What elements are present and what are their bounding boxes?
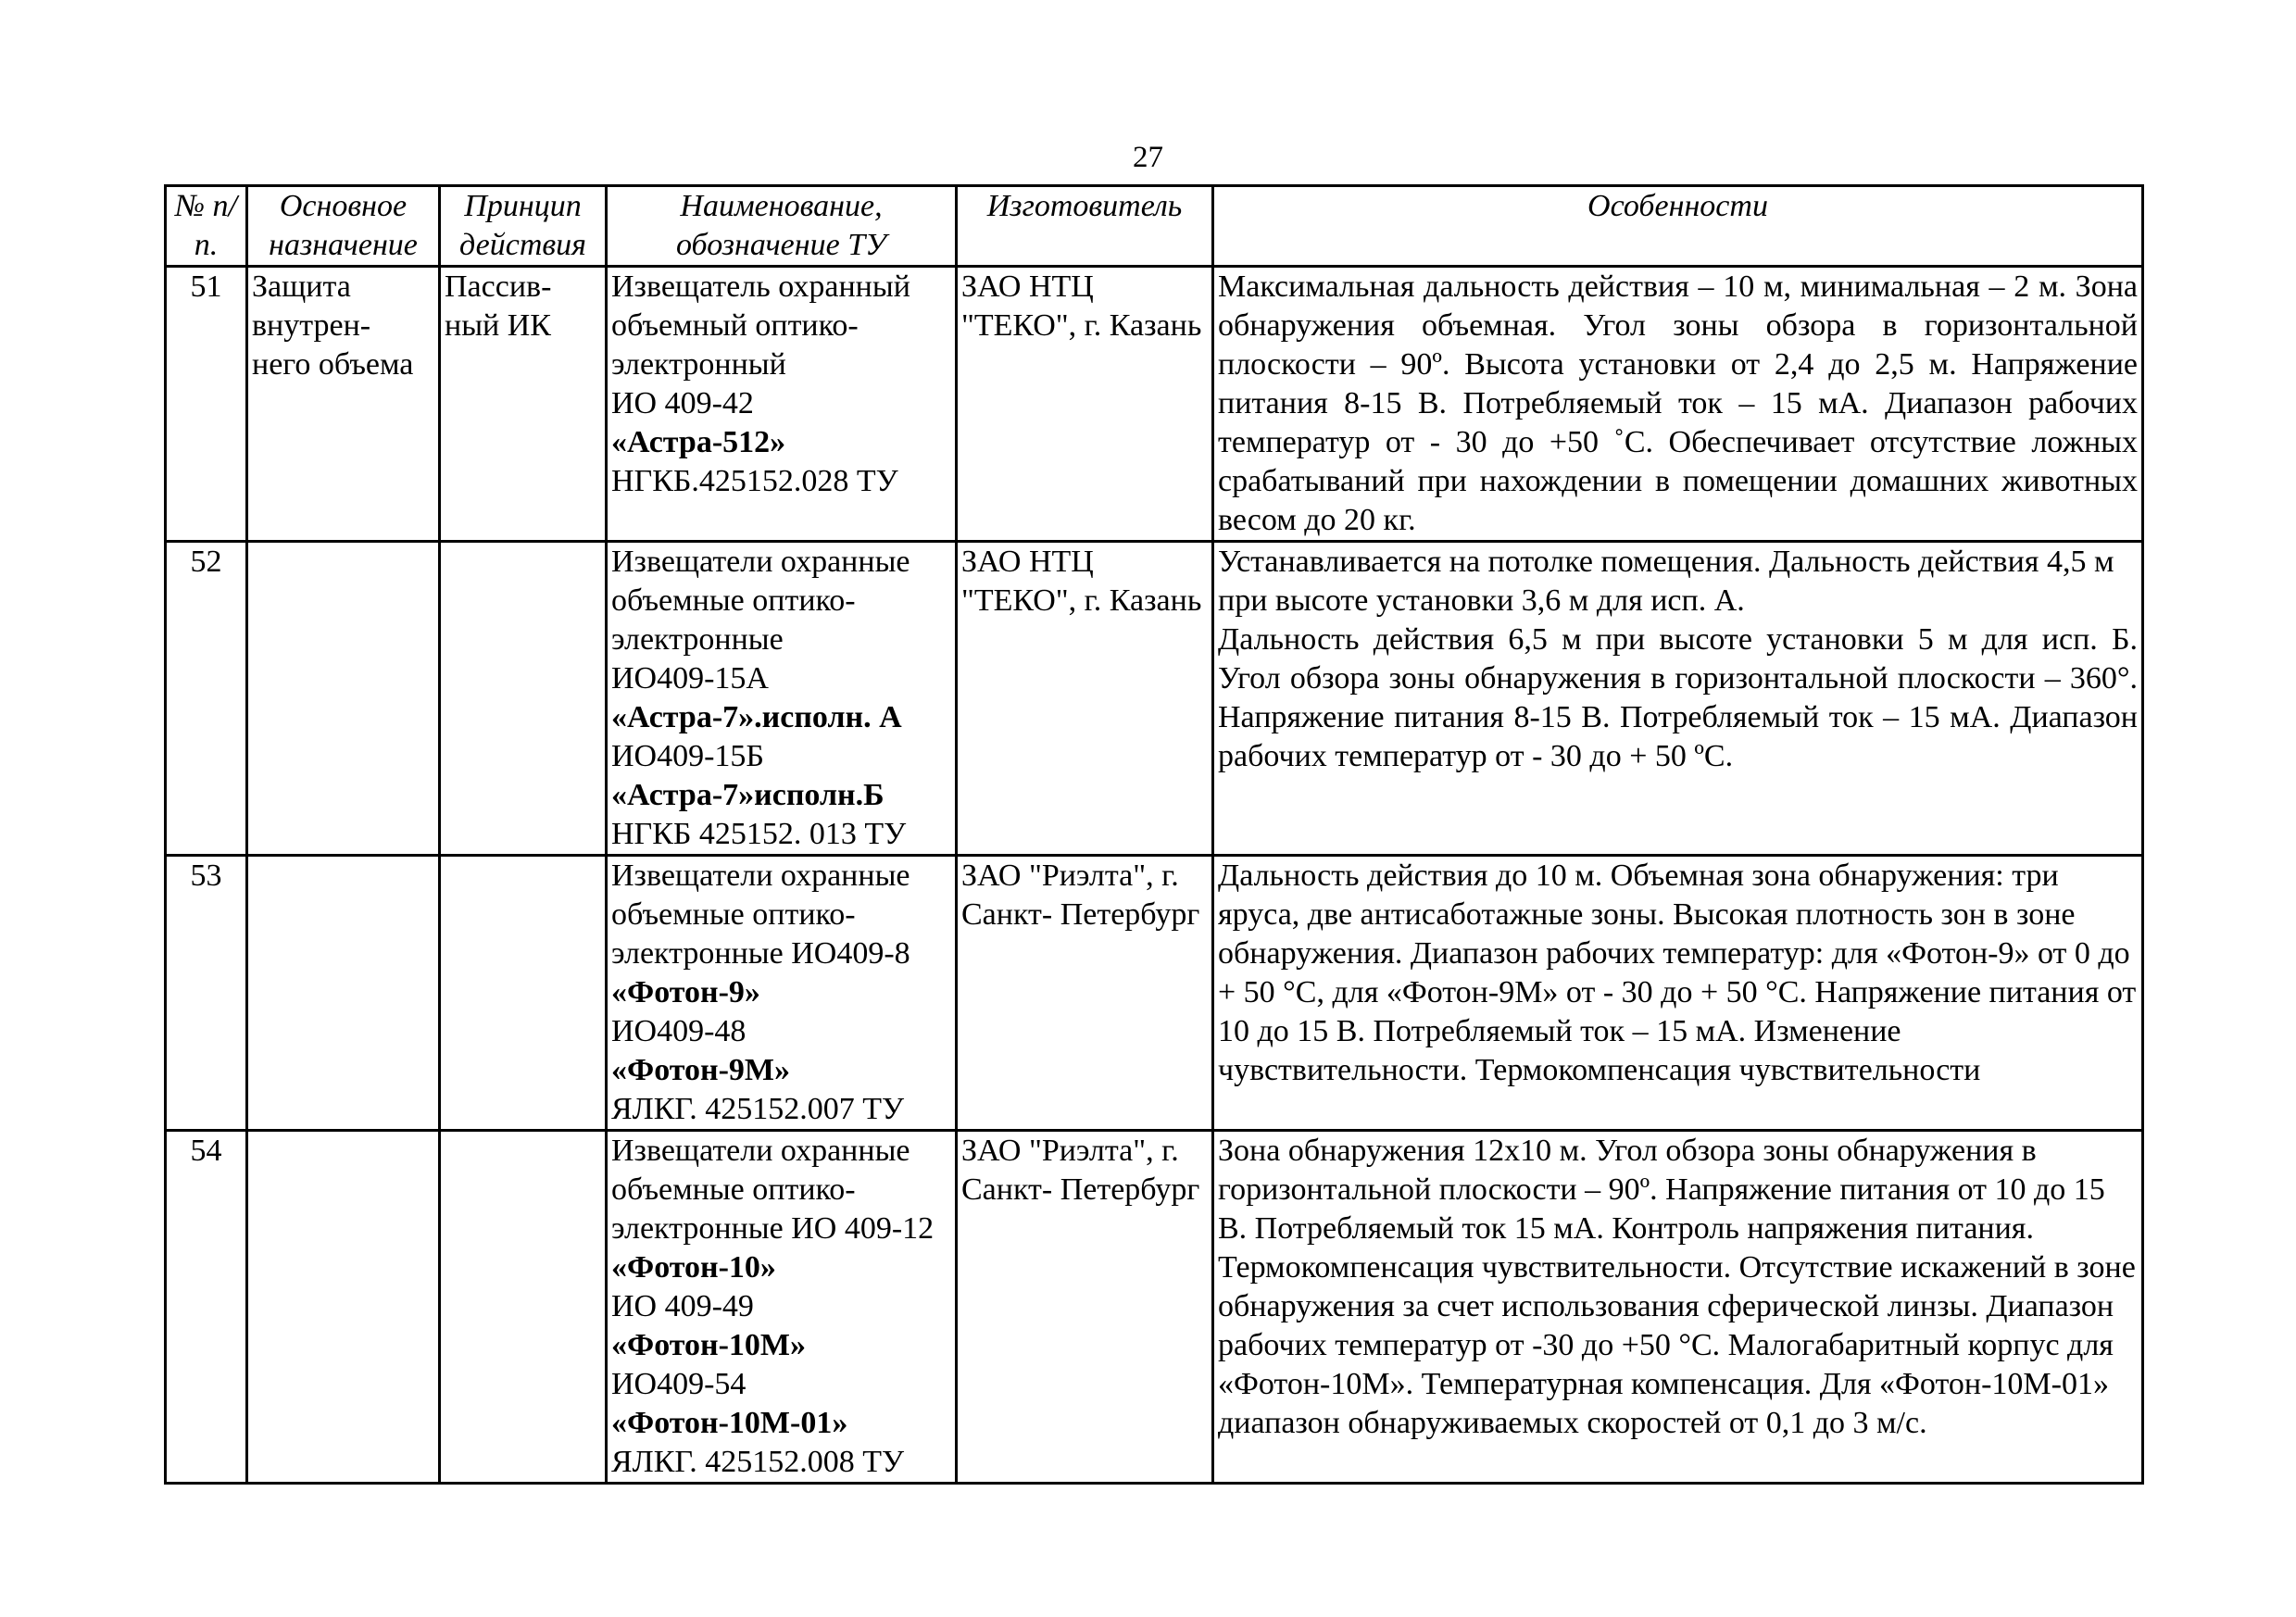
table-row (166, 856, 2143, 1131)
header-purpose: Основное назначение (247, 186, 440, 267)
device-name-cell (607, 267, 957, 542)
spec-code: НГКБ 425152. 013 ТУ (611, 817, 907, 851)
name-line: объемный оптико- (611, 308, 859, 343)
name-line: ИО409-48 (611, 1014, 747, 1048)
header-features: Особенности (1213, 186, 2143, 267)
features-cell: Дальность действия до 10 м. Объемная зона обнаружения: три яруса, две антисаботажные зоны. Высокая плотность зон в зоне обнаружения. Диапазон рабочих температур: для «Фотон-9» от 0 до + 50 °С, для «Фотон-9М» от - 30 до + 50 °С. Напряжение питания от 10 до 15 В. Потребляемый ток – 15 мА. Изменение чувствительности. Термокомпенсация чувствительности (1213, 856, 2143, 1131)
row-number: 52 (166, 542, 247, 856)
table-row (166, 542, 2143, 856)
purpose-cell-continued (247, 542, 440, 856)
principle-cell-continued (440, 1131, 607, 1484)
name-line: Извещатель охранный (611, 270, 910, 304)
name-line: электронные ИО409-8 (611, 936, 910, 971)
purpose-cell: Защита внутрен- него объема (247, 267, 440, 542)
purpose-cell-continued (247, 1131, 440, 1484)
name-line: электронные ИО 409-12 (611, 1211, 935, 1246)
name-line: ИО 409-42 (611, 386, 754, 420)
device-name-cell (607, 856, 957, 1131)
header-manufacturer: Изготовитель (957, 186, 1213, 267)
features-cell (1213, 542, 2143, 856)
model-name: «Астра-512» (611, 425, 786, 459)
name-line: электронный (611, 347, 786, 382)
table-row (166, 267, 2143, 542)
spec-code: НГКБ.425152.028 ТУ (611, 464, 898, 498)
name-line: Извещатели охранные (611, 1134, 910, 1168)
name-line: Извещатели охранные (611, 545, 910, 579)
device-name-cell (607, 542, 957, 856)
spec-code: ЯЛКГ. 425152.008 ТУ (611, 1445, 905, 1479)
name-line: объемные оптико- (611, 583, 856, 618)
features-cell: Зона обнаружения 12х10 м. Угол обзора зоны обнаружения в горизонтальной плоскости – 90º. Напряжение питания от 10 до 15 В. Потребляемый ток 15 мА. Контроль напряжения питания. Термокомпенсация чувствительности. Отсутствие искажений в зоне обнаружения за счет использования сферической линзы. Диапазон рабочих температур от -30 до +50 °С. Малогабаритный корпус для «Фотон-10М». Температурная компенсация. Для «Фотон-10М-01» диапазон обнаруживаемых скоростей от 0,1 до 3 м/с. (1213, 1131, 2143, 1484)
row-number: 53 (166, 856, 247, 1131)
principle-cell-continued (440, 856, 607, 1131)
purpose-cell-continued (247, 856, 440, 1131)
header-name: Наименование, обозначение ТУ (607, 186, 957, 267)
row-number: 51 (166, 267, 247, 542)
name-line: ИО409-15Б (611, 739, 764, 773)
name-line: ИО409-15А (611, 661, 769, 696)
model-name: «Астра-7»исполн.Б (611, 778, 885, 812)
name-line: объемные оптико- (611, 1172, 856, 1207)
devices-table (164, 184, 2144, 1485)
page-number: 27 (1133, 141, 1163, 174)
manufacturer-cell: ЗАО НТЦ "ТЕКО", г. Казань (957, 267, 1213, 542)
manufacturer-cell: ЗАО НТЦ "ТЕКО", г. Казань (957, 542, 1213, 856)
name-line: ИО 409-49 (611, 1289, 754, 1323)
features-paragraph: Устанавливается на потолке помещения. Дальность действия 4,5 м при высоте установки 3,6 м для исп. А. (1218, 545, 2114, 618)
features-cell: Максимальная дальность действия – 10 м, минимальная – 2 м. Зона обнаружения объемная. Угол зоны обзора в горизонтальной плоскости – 90º. Высота установки от 2,4 до 2,5 м. Напряжение питания 8-15 В. Потребляемый ток – 15 мА. Диапазон рабочих температур от - 30 до +50 ˚С. Обеспечивает отсутствие ложных срабатываний при нахождении в помещении домашних животных весом до 20 кг. (1213, 267, 2143, 542)
name-line: ИО409-54 (611, 1367, 747, 1401)
name-line: Извещатели охранные (611, 859, 910, 893)
spec-code: ЯЛКГ. 425152.007 ТУ (611, 1092, 905, 1126)
features-paragraph: Дальность действия 6,5 м при высоте установки 5 м для исп. Б. Угол обзора зоны обнаружения в горизонтальной плоскости – 360°. Напряжение питания 8-15 В. Потребляемый ток – 15 мА. Диапазон рабочих температур от - 30 до + 50 ºС. (1218, 622, 2138, 773)
principle-cell-continued (440, 542, 607, 856)
model-name: «Фотон-10» (611, 1250, 776, 1285)
model-name: «Астра-7».исполн. А (611, 700, 902, 734)
row-number: 54 (166, 1131, 247, 1484)
name-line: объемные оптико- (611, 897, 856, 932)
model-name: «Фотон-10М» (611, 1328, 807, 1362)
device-name-cell (607, 1131, 957, 1484)
table-row (166, 1131, 2143, 1484)
header-num: № п/п. (166, 186, 247, 267)
manufacturer-cell: ЗАО "Риэлта", г. Санкт- Петербург (957, 1131, 1213, 1484)
model-name: «Фотон-9» (611, 975, 760, 1009)
table-header-row (166, 186, 2143, 267)
model-name: «Фотон-9М» (611, 1053, 791, 1087)
model-name: «Фотон-10М-01» (611, 1406, 848, 1440)
manufacturer-cell: ЗАО "Риэлта", г. Санкт- Петербург (957, 856, 1213, 1131)
name-line: электронные (611, 622, 784, 657)
header-principle: Принцип действия (440, 186, 607, 267)
principle-cell: Пассив- ный ИК (440, 267, 607, 542)
